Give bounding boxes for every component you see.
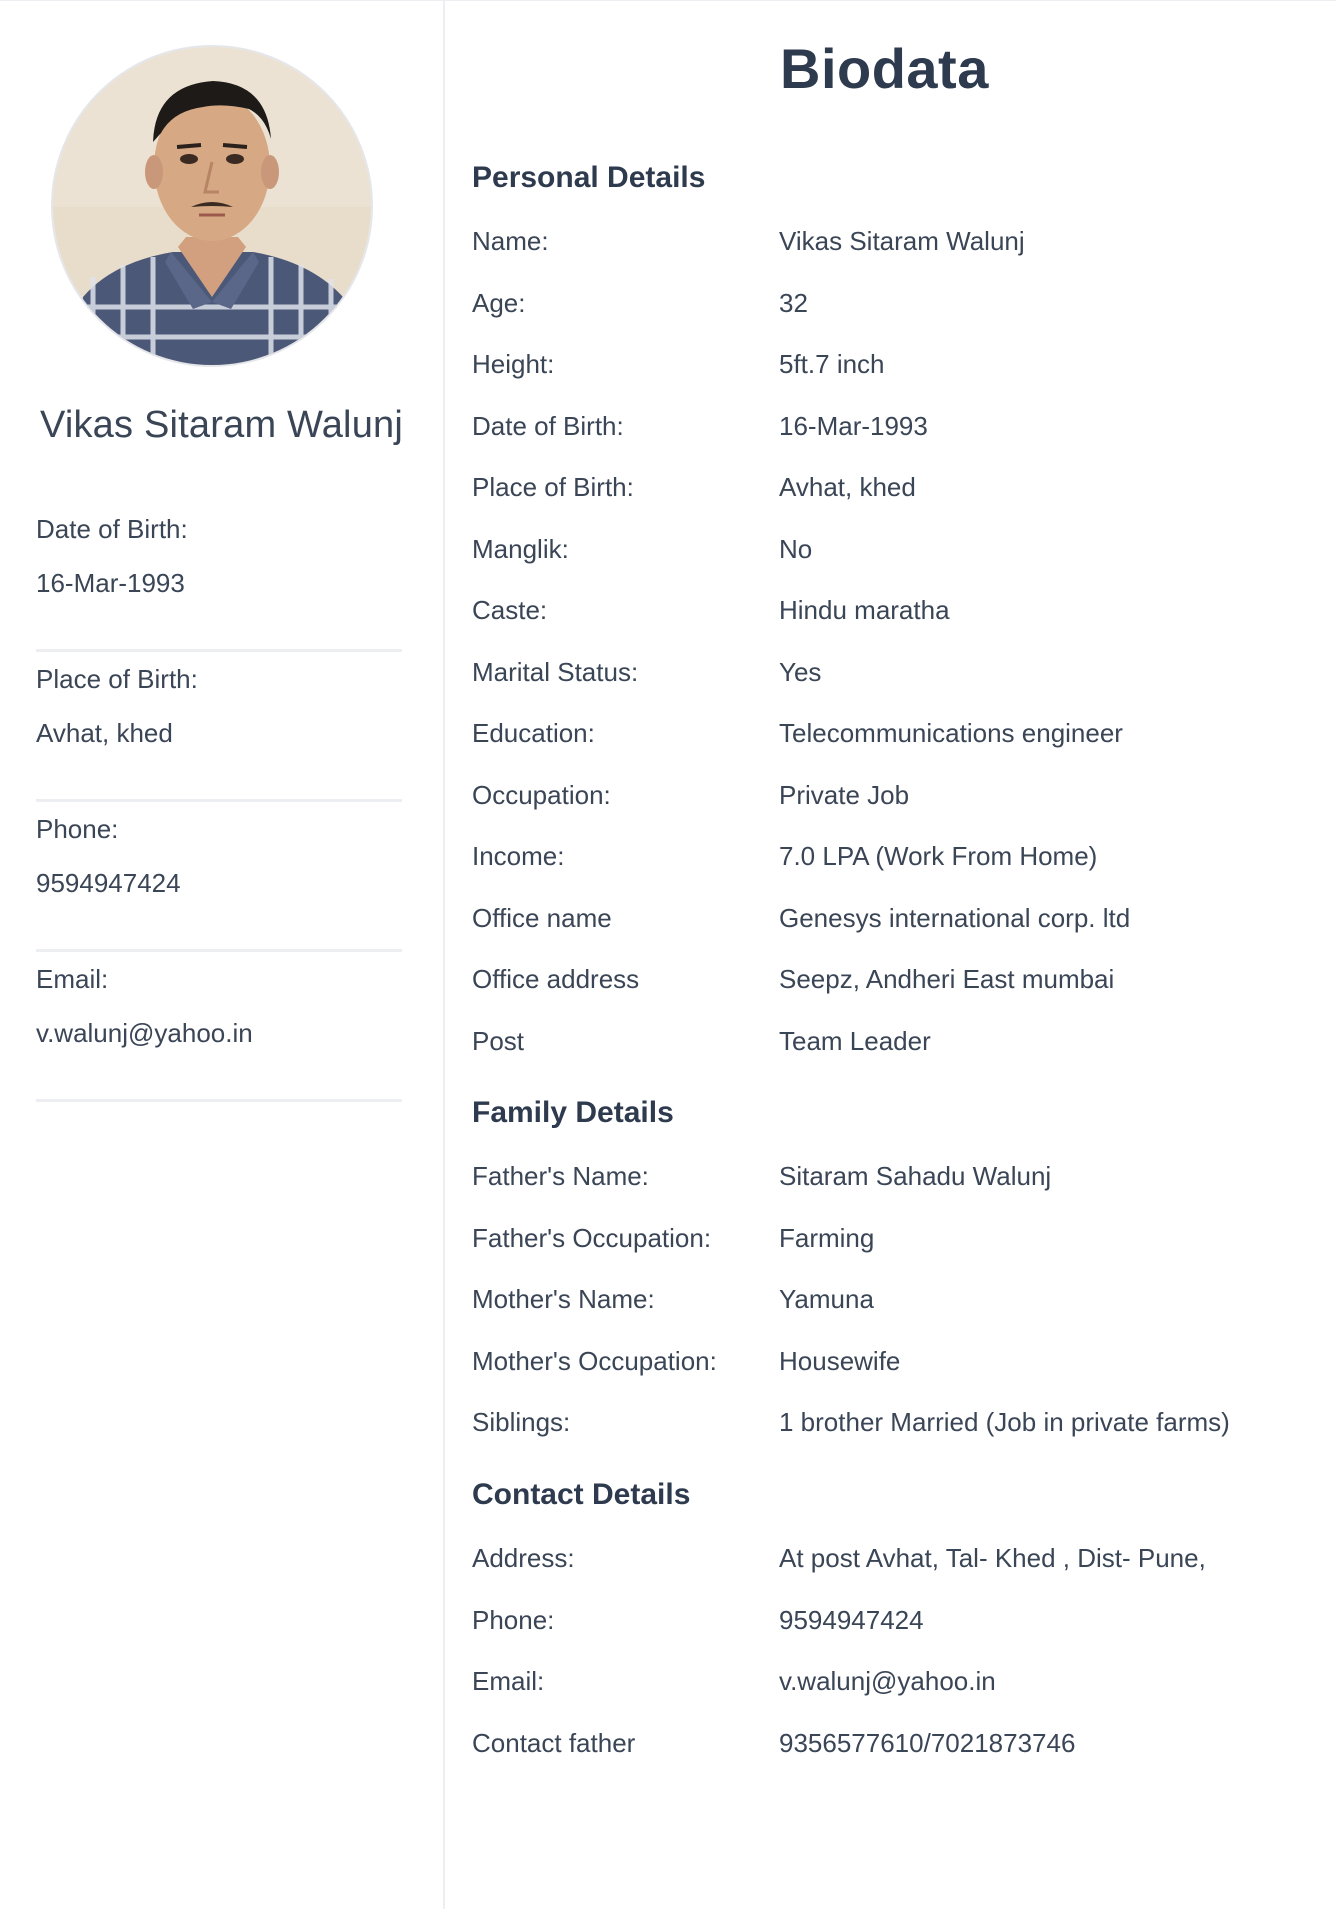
sidebar-item-label: Place of Birth: — [36, 664, 198, 694]
detail-label: Manglik: — [472, 533, 569, 564]
detail-row — [472, 1666, 1312, 1728]
detail-value: 9356577610/7021873746 — [779, 1727, 1076, 1758]
detail-row — [472, 1407, 1312, 1469]
detail-label: Email: — [472, 1666, 545, 1696]
detail-label: Office name — [472, 902, 612, 933]
detail-value: No — [779, 533, 813, 564]
detail-row — [472, 841, 1312, 903]
detail-label: Age: — [472, 287, 526, 318]
detail-label: Address: — [472, 1543, 575, 1573]
section-heading: Contact Details — [472, 1478, 691, 1511]
detail-row — [472, 1284, 1312, 1346]
detail-label: Post — [472, 1025, 525, 1056]
detail-row — [472, 472, 1312, 534]
detail-label: Date of Birth: — [472, 410, 624, 441]
detail-row — [472, 1543, 1312, 1605]
detail-row — [472, 288, 1312, 350]
detail-value: Vikas Sitaram Walunj — [779, 226, 1025, 256]
detail-row — [472, 411, 1312, 473]
detail-value: Team Leader — [779, 1025, 931, 1056]
detail-row — [472, 964, 1312, 1026]
detail-value: Avhat, khed — [779, 472, 916, 502]
detail-value: Private Job — [779, 779, 910, 810]
profile-photo — [51, 45, 373, 367]
detail-label: Contact father — [472, 1727, 636, 1758]
detail-row — [472, 534, 1312, 596]
detail-label: Income: — [472, 841, 565, 871]
detail-value: 32 — [779, 287, 808, 318]
detail-value: v.walunj@yahoo.in — [779, 1666, 996, 1696]
detail-value: Yamuna — [779, 1284, 874, 1314]
detail-value: At post Avhat, Tal- Khed , Dist- Pune, — [779, 1543, 1206, 1573]
detail-label: Place of Birth: — [472, 472, 634, 502]
detail-label: Occupation: — [472, 779, 611, 810]
detail-label: Marital Status: — [472, 656, 639, 687]
detail-row — [472, 718, 1312, 780]
detail-value: Genesys international corp. ltd — [779, 902, 1131, 933]
detail-value: 7.0 LPA (Work From Home) — [779, 841, 1098, 871]
personal-details-section — [472, 156, 1312, 1087]
detail-row — [472, 1026, 1312, 1088]
section-heading: Personal Details — [472, 161, 706, 194]
detail-row — [472, 657, 1312, 719]
detail-value: 16-Mar-1993 — [779, 410, 928, 441]
detail-row — [472, 1346, 1312, 1408]
detail-label: Education: — [472, 718, 595, 748]
detail-label: Mother's Occupation: — [472, 1345, 717, 1376]
detail-label: Mother's Name: — [472, 1284, 655, 1314]
detail-value: Yes — [779, 656, 822, 687]
detail-value: Telecommunications engineer — [779, 718, 1123, 748]
detail-row — [472, 1728, 1312, 1790]
family-details-section — [472, 1091, 1312, 1469]
sidebar-item-label: Date of Birth: — [36, 514, 188, 544]
sidebar-item-value: 16-Mar-1993 — [36, 568, 185, 598]
detail-row — [472, 1605, 1312, 1667]
detail-row — [472, 595, 1312, 657]
detail-row — [472, 903, 1312, 965]
detail-row — [472, 780, 1312, 842]
detail-value: Hindu maratha — [779, 595, 950, 625]
sidebar-item-place-of-birth — [36, 652, 402, 802]
detail-label: Office address — [472, 964, 640, 994]
detail-row — [472, 1223, 1312, 1285]
detail-value: Seepz, Andheri East mumbai — [779, 964, 1115, 994]
detail-row — [472, 1161, 1312, 1223]
detail-label: Phone: — [472, 1604, 555, 1635]
detail-value: 1 brother Married (Job in private farms) — [779, 1407, 1230, 1437]
detail-label: Caste: — [472, 595, 548, 625]
detail-label: Father's Occupation: — [472, 1222, 712, 1253]
detail-value: Sitaram Sahadu Walunj — [779, 1161, 1052, 1191]
sidebar-item-email — [36, 952, 402, 1102]
detail-label: Father's Name: — [472, 1161, 649, 1191]
sidebar — [0, 0, 443, 1909]
sidebar-item-date-of-birth — [36, 502, 402, 652]
sidebar-item-value: v.walunj@yahoo.in — [36, 1018, 253, 1048]
sidebar-item-phone — [36, 802, 402, 952]
profile-photo-image — [53, 47, 371, 365]
column-divider — [443, 0, 445, 1909]
detail-row — [472, 226, 1312, 288]
detail-label: Name: — [472, 226, 549, 256]
contact-details-section — [472, 1473, 1312, 1789]
section-heading: Family Details — [472, 1096, 674, 1129]
sidebar-item-label: Phone: — [36, 814, 119, 844]
detail-label: Siblings: — [472, 1407, 571, 1437]
detail-value: 9594947424 — [779, 1604, 924, 1635]
detail-label: Height: — [472, 349, 555, 379]
sidebar-item-value: Avhat, khed — [36, 718, 173, 748]
detail-value: Farming — [779, 1222, 875, 1253]
page-title: Biodata — [780, 37, 989, 100]
detail-value: Housewife — [779, 1345, 901, 1376]
sidebar-summary-list — [36, 502, 402, 1102]
sidebar-item-value: 9594947424 — [36, 868, 181, 898]
profile-name: Vikas Sitaram Walunj — [39, 404, 403, 446]
sidebar-item-label: Email: — [36, 964, 109, 994]
detail-row — [472, 349, 1312, 411]
detail-value: 5ft.7 inch — [779, 349, 885, 379]
